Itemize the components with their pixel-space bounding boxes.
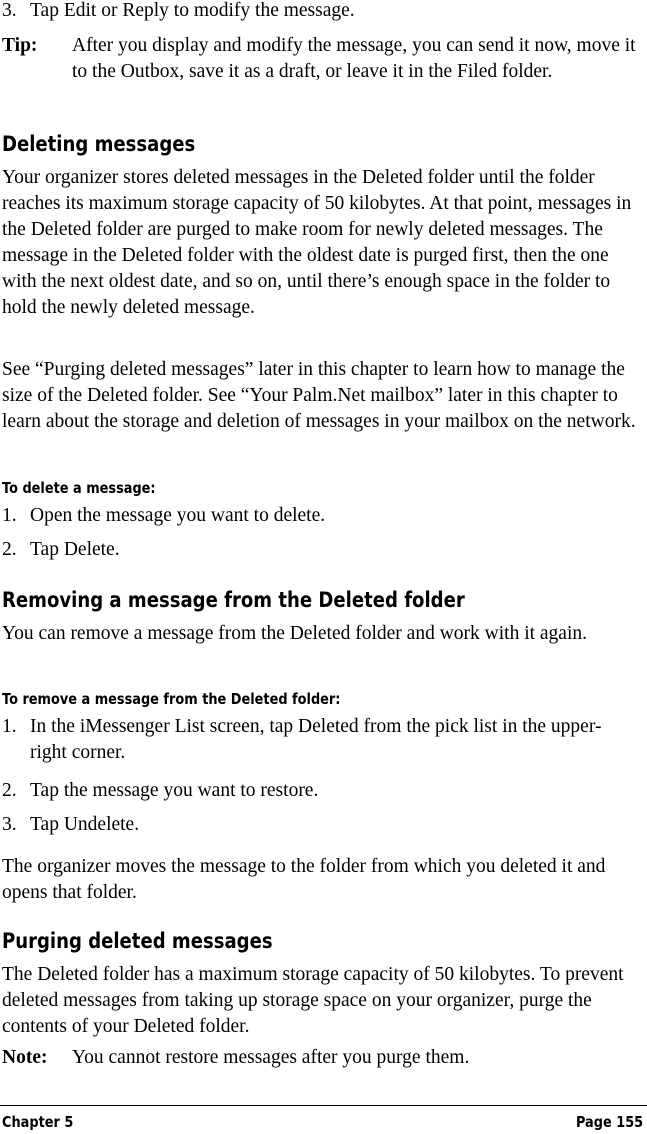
step-number: 3. (2, 0, 17, 21)
procedure-title-delete: To delete a message: (2, 479, 156, 497)
purging-paragraph-1: The Deleted folder has a maximum storage capacity of 50 kilobytes. To prevent deleted messages from taking up storage space on your organizer, purge the contents of your Deleted folder. (2, 964, 624, 1037)
section-heading-deleting: Deleting messages (2, 132, 196, 156)
step-number: 1. (2, 716, 17, 737)
remove-step-1 (2, 714, 637, 766)
remove-step-3 (2, 812, 637, 838)
step-text: Tap Undelete. (30, 814, 140, 835)
procedure-title-remove: To remove a message from the Deleted folder: (2, 690, 341, 708)
footer-divider (0, 1105, 647, 1106)
step-number: 2. (2, 780, 17, 801)
step-text: Tap the message you want to restore. (30, 780, 319, 801)
delete-step-1 (2, 503, 637, 529)
section-heading-purging: Purging deleted messages (2, 929, 273, 953)
step-text: Tap Edit or Reply to modify the message. (30, 0, 355, 21)
step-text: Tap Delete. (30, 539, 120, 560)
footer-page-number: Page 155 (575, 1113, 643, 1131)
removing-paragraph-2: The organizer moves the message to the folder from which you deleted it and opens that folder. (2, 856, 606, 903)
tip-label: Tip: (2, 35, 38, 56)
note-label: Note: (2, 1047, 48, 1068)
step-number: 3. (2, 814, 17, 835)
step-text: Open the message you want to delete. (30, 505, 326, 526)
section-heading-removing: Removing a message from the Deleted folder (2, 588, 465, 612)
step-text: In the iMessenger List screen, tap Deleted from the pick list in the upper-right corner. (30, 716, 602, 763)
note-text: You cannot restore messages after you purge them. (72, 1047, 470, 1068)
tip-block (2, 33, 637, 85)
deleting-paragraph-2: See “Purging deleted messages” later in this chapter to learn how to manage the size of the Deleted folder. See “Your Palm.Net mailbox” later in this chapter to learn about the storage and deletion of messages in your mailbox on the network. (2, 359, 636, 432)
delete-step-2 (2, 537, 637, 563)
deleting-paragraph-1: Your organizer stores deleted messages in the Deleted folder until the folder reaches its maximum storage capacity of 50 kilobytes. At that point, messages in the Deleted folder are purged to make room for newly deleted messages. The message in the Deleted folder with the oldest date is purged first, then the one with the next oldest date, and so on, until there’s enough space in the folder to hold the newly deleted message. (2, 167, 632, 318)
intro-step-3 (2, 0, 637, 24)
removing-paragraph-1: You can remove a message from the Deleted folder and work with it again. (2, 623, 588, 644)
tip-text: After you display and modify the message, you can send it now, move it to the Outbox, save it as a draft, or leave it in the Filed folder. (72, 35, 636, 82)
step-number: 2. (2, 539, 17, 560)
note-block (2, 1045, 637, 1071)
remove-step-2 (2, 778, 637, 804)
footer-chapter: Chapter 5 (2, 1113, 74, 1131)
step-number: 1. (2, 505, 17, 526)
